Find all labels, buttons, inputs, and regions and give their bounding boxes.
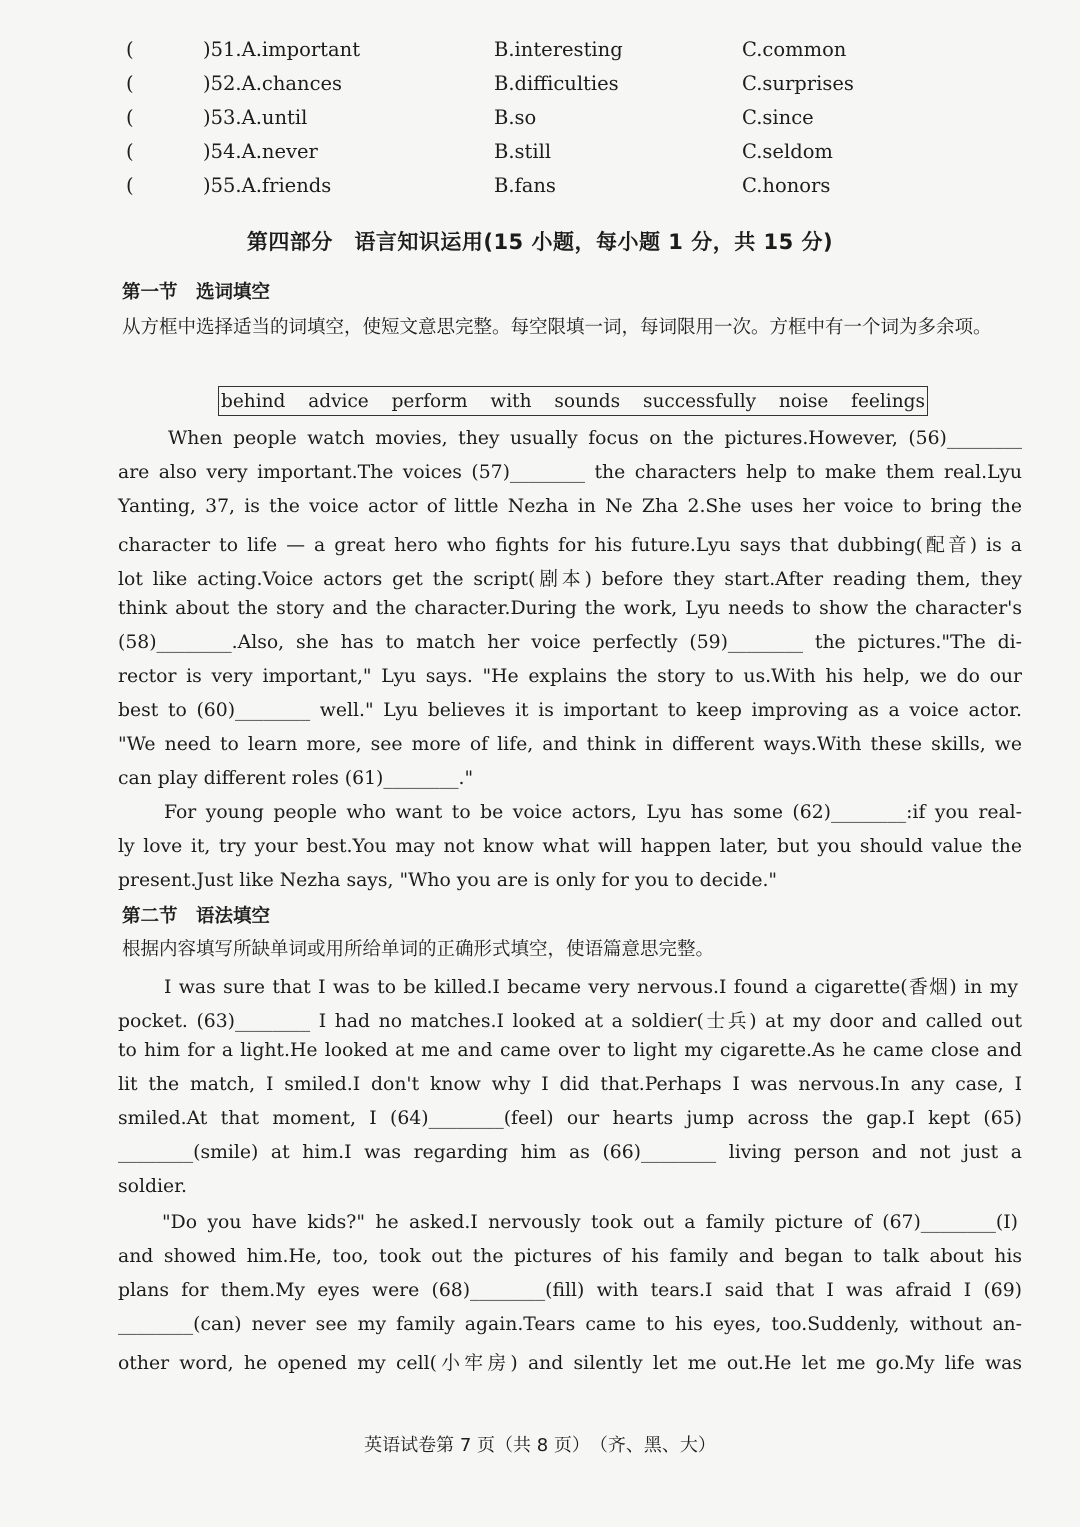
passage2-line: soldier. [118,1176,187,1197]
passage1-line: When people watch movies, they usually focus on the pictures.However, (56)________ [168,428,1022,449]
passage1-line: "We need to learn more, see more of life, and think in different ways.With these skills, we [118,734,1022,755]
option-b: B.still [494,140,552,163]
option-c: C.common [742,38,847,61]
option-row-52 [0,72,1080,106]
word-box [218,386,928,416]
option-c: C.honors [742,174,831,197]
passage1-line: For young people who want to be voice actors, Lyu has some (62)________:if you real- [164,802,1022,823]
passage2-line: pocket. (63)________ I had no matches.I looked at a soldier(士兵) at my door and called out [118,1011,1022,1032]
passage1-line: (58)________.Also, she has to match her voice perfectly (59)________ the pictures."The di- [118,632,1022,653]
passage1-line: are also very important.The voices (57)________ the characters help to make them real.Lyu [118,462,1022,483]
answer-paren: ( [126,140,134,163]
option-a: )52.A.chances [203,72,343,95]
word-box-item: perform [391,390,468,412]
option-a: )53.A.until [203,106,308,129]
option-b: B.interesting [494,38,623,61]
passage1-line: Yanting, 37, is the voice actor of little Nezha in Ne Zha 2.She uses her voice to bring the [118,496,1022,517]
passage2-line: to him for a light.He looked at me and came over to light my cigarette.As he came close and [118,1040,1022,1061]
option-c: C.since [742,106,814,129]
answer-paren: ( [126,174,134,197]
word-box-item: successfully [642,390,757,412]
option-a: )55.A.friends [203,174,332,197]
section2-heading: 第二节 语法填空 [122,906,271,927]
passage1-line: think about the story and the character.During the work, Lyu needs to show the character's [118,598,1022,619]
section2-instructions: 根据内容填写所缺单词或用所给单词的正确形式填空，使语篇意思完整。 [122,939,715,960]
passage2-line: lit the match, I smiled.I don't know why I did that.Perhaps I was nervous.In any case, I [118,1074,1022,1095]
passage2-line: ________(can) never see my family again.Tears came to his eyes, too.Suddenly, without an- [118,1314,1022,1335]
option-b: B.fans [494,174,556,197]
passage2-line: ________(smile) at him.I was regarding him as (66)________ living person and not just a [118,1142,1022,1163]
word-box-item: feelings [851,390,925,412]
word-box-item: sounds [554,390,621,412]
passage1-line: character to life — a great hero who fights for his future.Lyu says that dubbing(配音) is a [118,535,1022,556]
word-box-item: with [490,390,532,412]
word-box-item: noise [778,390,829,412]
option-row-53 [0,106,1080,140]
passage2-line: smiled.At that moment, I (64)________(feel) our hearts jump across the gap.I kept (65) [118,1108,1022,1129]
word-box-item: behind [221,390,286,412]
option-row-51 [0,38,1080,72]
answer-paren: ( [126,106,134,129]
passage1-line: can play different roles (61)________." [118,768,474,789]
page-footer: 英语试卷第 7 页（共 8 页） （齐、黑、大） [364,1435,716,1456]
option-c: C.surprises [742,72,854,95]
option-c: C.seldom [742,140,833,163]
passage1-line: rector is very important," Lyu says. "He explains the story to us.With his help, we do our [118,666,1022,687]
passage1-line: lot like acting.Voice actors get the script(剧本) before they start.After reading them, they [118,569,1022,590]
passage2-line: other word, he opened my cell(小牢房) and silently let me out.He let me go.My life was [118,1353,1022,1374]
part-title: 第四部分 语言知识运用(15 小题，每小题 1 分，共 15 分) [246,230,834,254]
passage2-line: plans for them.My eyes were (68)________(fill) with tears.I said that I was afraid I (69) [118,1280,1022,1301]
section1-heading: 第一节 选词填空 [122,282,271,303]
answer-paren: ( [126,72,134,95]
section1-instructions: 从方框中选择适当的词填空，使短文意思完整。每空限填一词，每词限用一次。方框中有一个词为多余项。 [122,317,992,338]
passage1-line: best to (60)________ well." Lyu believes it is important to keep improving as a voice actor. [118,700,1022,721]
passage2-line: "Do you have kids?" he asked.I nervously took out a family picture of (67)________(I) [162,1212,1018,1233]
option-row-55 [0,174,1080,208]
option-row-54 [0,140,1080,174]
option-a: )54.A.never [203,140,318,163]
option-a: )51.A.important [203,38,361,61]
option-b: B.so [494,106,537,129]
option-b: B.difficulties [494,72,619,95]
passage2-line: I was sure that I was to be killed.I became very nervous.I found a cigarette(香烟) in my [164,977,1018,998]
answer-paren: ( [126,38,134,61]
word-box-item: advice [308,390,369,412]
passage1-line: present.Just like Nezha says, "Who you are is only for you to decide." [118,870,778,891]
passage2-line: and showed him.He, too, took out the pictures of his family and began to talk about his [118,1246,1022,1267]
passage1-line: ly love it, try your best.You may not know what will happen later, but you should value the [118,836,1022,857]
